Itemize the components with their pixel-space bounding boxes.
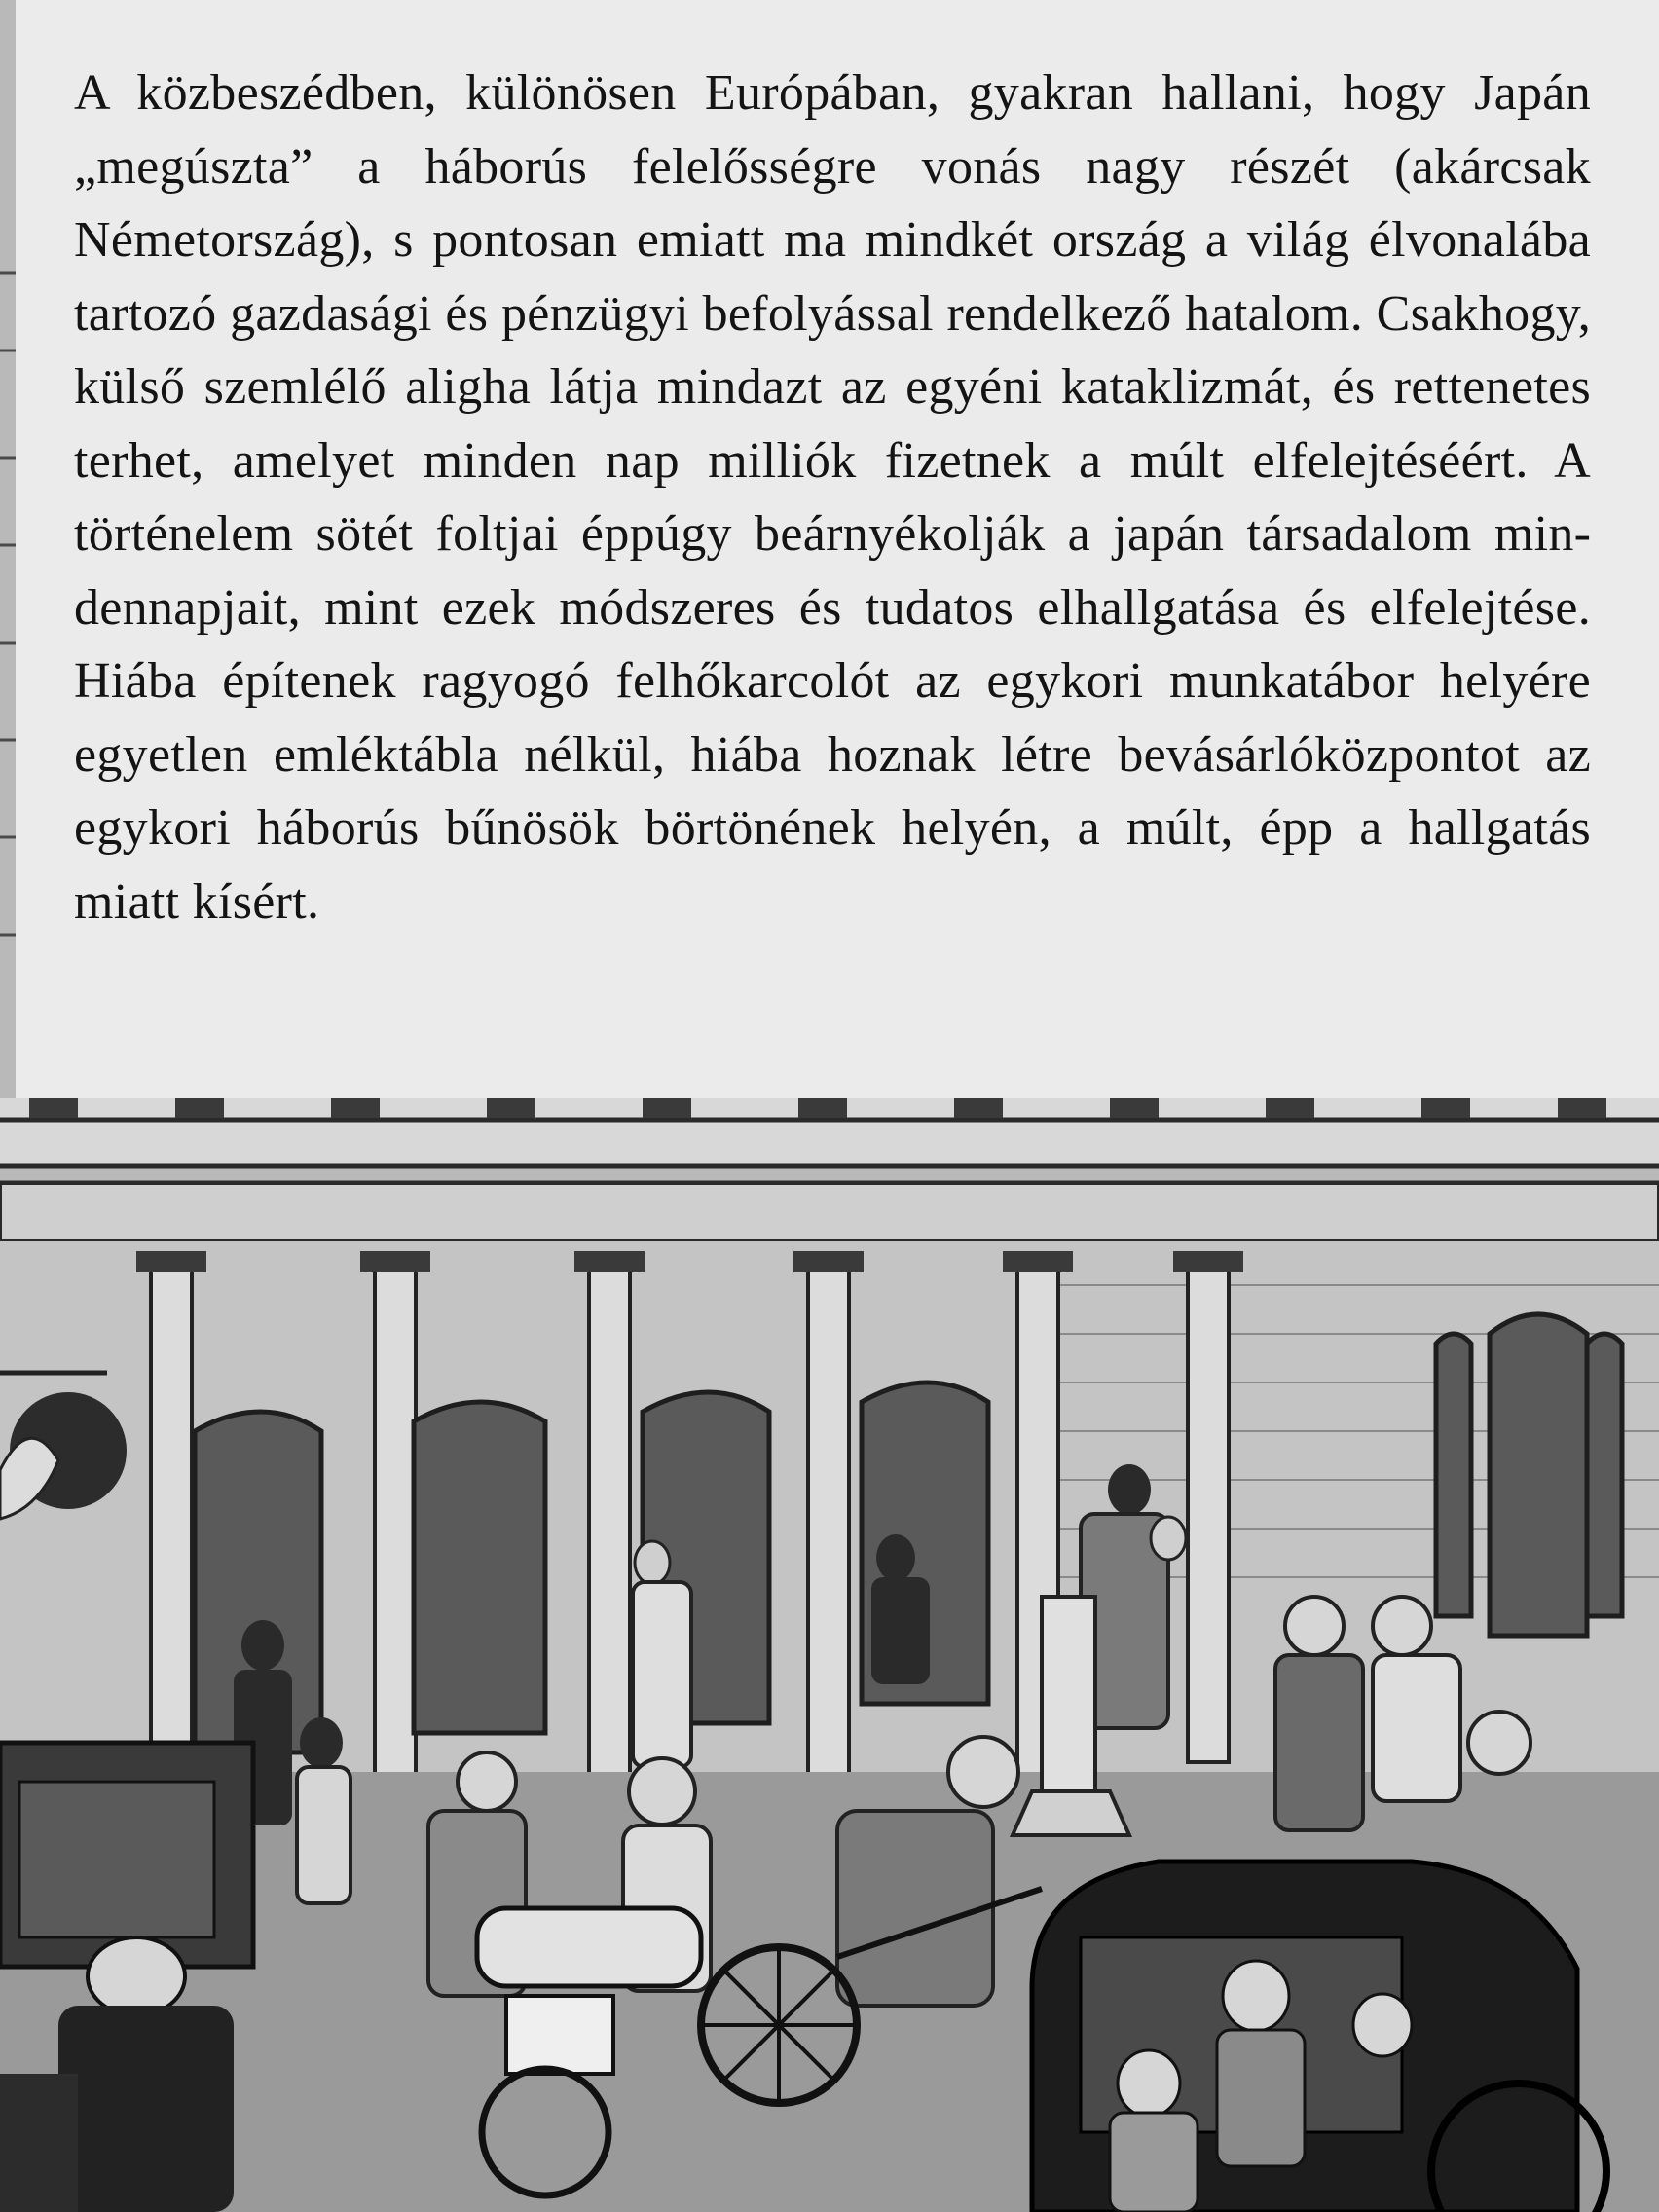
article-text-panel [16, 0, 1659, 1098]
article-paragraph: A közbeszédben, különösen Európában, gyakran hallani, hogy Japán „megúszta” a háborús felelősségre vonás nagy részét (akárcsak Németország), s pontosan emiatt ma mindkét ország a világ élvonalába tartozó gazdasági és pénzügyi befolyással rendelkező hatalom. Csakhogy, külső szemlélő aligha látja mindazt az egyéni kataklizmát, és rettenetes terhet, amelyet minden nap milliók fizetnek a múlt elfelejtéséért. A történelem sötét foltjai éppúgy beárnyékolják a japán társadalom mindennapjait, mint ezek módszeres és tudatos elhallgatása és elfelejtése. Hiába építenek ragyogó felhőkarcolót az egykori munkatábor helyére egyetlen emléktábla nélkül, hiába hoznak létre bevásárlóközpontot az egykori háborús bűnösök börtönének helyén, a múlt, épp a hallgatás miatt kísért. [74, 65, 1591, 930]
